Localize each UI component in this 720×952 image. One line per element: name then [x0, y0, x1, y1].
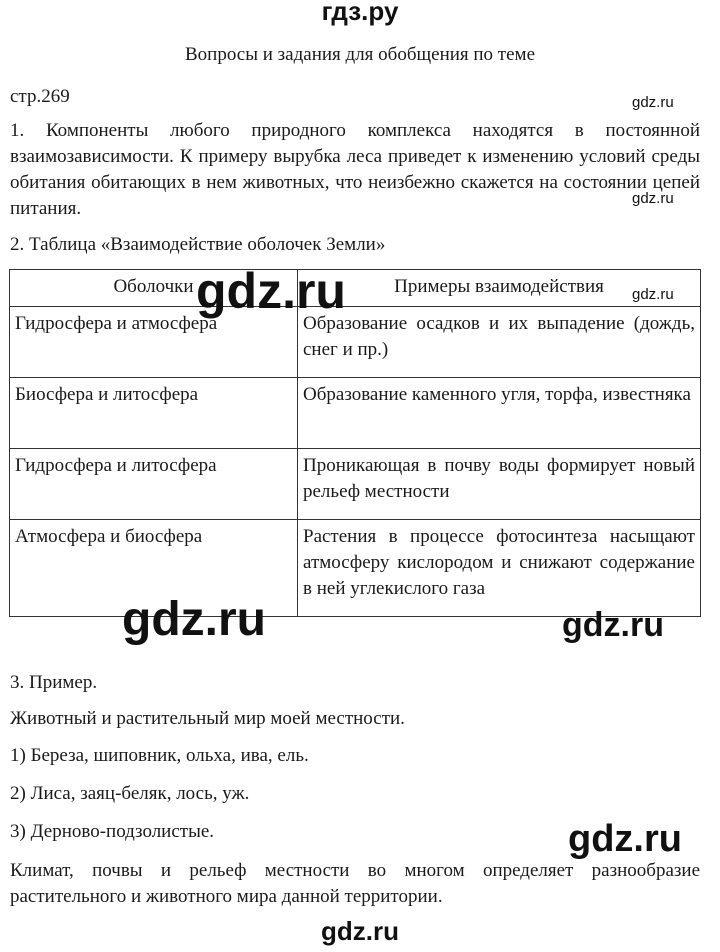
- watermark-small: gdz.ru: [632, 190, 674, 207]
- table-row: [10, 307, 701, 378]
- watermark-large: gdz.ru: [196, 263, 346, 319]
- table-header-examples: Примеры взаимодействия: [298, 270, 701, 307]
- page-title: Вопросы и задания для обобщения по теме: [184, 44, 535, 65]
- conclusion-paragraph: Климат, почвы и рельеф местности во многом определяет разнообразие растительного и животного мира данной территории.: [10, 860, 700, 907]
- list-item: 3) Дерново-подзолистые.: [10, 821, 215, 842]
- table-cell-example: Образование каменного угля, торфа, известняка: [298, 378, 701, 449]
- table-cell-example: Проникающая в почву воды формирует новый рельеф местности: [298, 449, 701, 520]
- interaction-table: [9, 269, 701, 617]
- table-caption: 2. Таблица «Взаимодействие оболочек Земли»: [10, 234, 386, 255]
- page-reference: стр.269: [10, 86, 70, 107]
- footer-watermark: gdz.ru: [321, 916, 399, 946]
- list-item: 2) Лиса, заяц-беляк, лось, уж.: [10, 783, 250, 804]
- table-cell-shells: Гидросфера и атмосфера: [10, 307, 298, 378]
- table-cell-example: Растения в процессе фотосинтеза насыщают атмосферу кислородом и снижают содержание в ней углекислого газа: [298, 520, 701, 617]
- watermark-large: gdz.ru: [562, 606, 664, 644]
- table-cell-example: Образование осадков и их выпадение (дождь, снег и пр.): [298, 307, 701, 378]
- table-header-row: [10, 270, 701, 307]
- table-cell-shells: Гидросфера и литосфера: [10, 449, 298, 520]
- list-item: 1) Береза, шиповник, ольха, ива, ель.: [10, 745, 309, 766]
- watermark-large: gdz.ru: [568, 818, 682, 860]
- table-cell-shells: Атмосфера и биосфера: [10, 520, 298, 617]
- table-header-shells: Оболочки: [10, 270, 298, 307]
- watermark-small: gdz.ru: [632, 94, 674, 111]
- table-row: [10, 378, 701, 449]
- site-header: гдз.ру: [321, 0, 399, 26]
- answer-paragraph-1: 1. Компоненты любого природного комплекса находятся в постоянной взаимозависимости. К примеру вырубка леса приведет к изменению условий среды обитания обитающих в нем животных, что неизбежно скажется на состоянии цепей питания.: [10, 120, 700, 219]
- watermark-small: gdz.ru: [632, 286, 674, 303]
- watermark-large: gdz.ru: [122, 593, 266, 646]
- section-3-subheading: Животный и растительный мир моей местности.: [10, 708, 405, 729]
- table-row: [10, 520, 701, 617]
- table-row: [10, 449, 701, 520]
- section-3-heading: 3. Пример.: [10, 672, 98, 693]
- table-cell-shells: Биосфера и литосфера: [10, 378, 298, 449]
